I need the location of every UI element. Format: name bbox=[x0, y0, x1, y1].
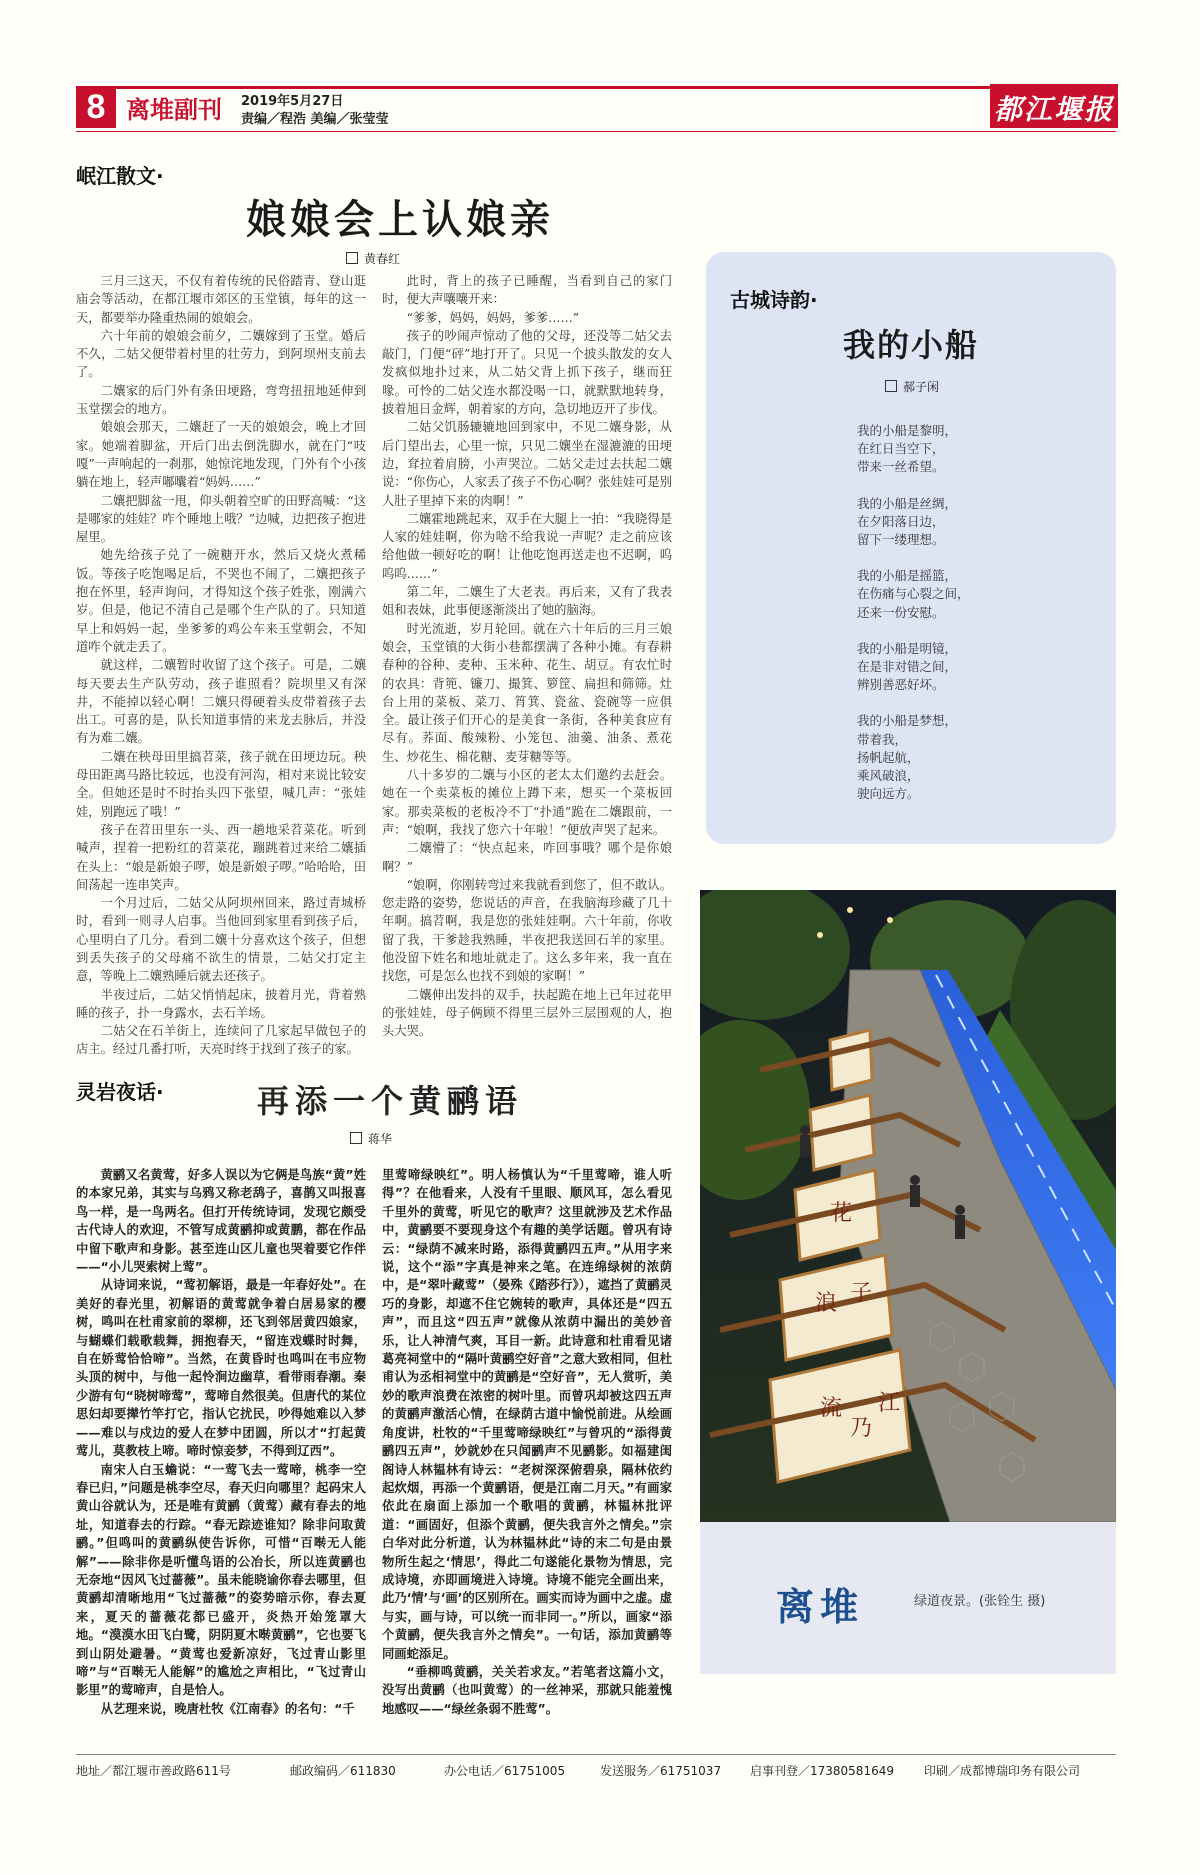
poem-line: 我的小船是黎明， bbox=[857, 423, 958, 438]
footer-distribution: 发送服务／61751037 bbox=[600, 1764, 722, 1778]
poem-line: 在伤痛与心裂之间， bbox=[857, 586, 970, 602]
board-character: 子 bbox=[850, 1281, 873, 1306]
poem-line: 乘风破浪， bbox=[857, 768, 920, 784]
board-character: 江 bbox=[878, 1391, 901, 1416]
article1-title: 娘娘会上认娘亲 bbox=[246, 197, 554, 243]
article2-column-tag: 灵岩夜话· bbox=[76, 1080, 164, 1104]
poem-line: 带来一丝希望。 bbox=[857, 459, 945, 475]
issue-date: 2019年5月27日 bbox=[241, 94, 344, 109]
poem-line: 驶向远方。 bbox=[857, 786, 920, 802]
footer-rule bbox=[76, 1754, 1116, 1755]
section-name: 离堆副刊 bbox=[126, 96, 222, 124]
article2-author: 蒋华 bbox=[368, 1132, 393, 1146]
board-character: 花 bbox=[830, 1201, 853, 1226]
footer-address: 地址／都江堰市善政路611号 bbox=[76, 1764, 231, 1778]
article2-byline bbox=[350, 1130, 392, 1147]
paper-logo: 都江堰报 bbox=[993, 93, 1114, 126]
byline-box-icon bbox=[346, 252, 358, 264]
poem-line: 在夕阳落日边， bbox=[857, 513, 945, 529]
poem-line: 还来一份安慰。 bbox=[857, 604, 945, 620]
article1-byline bbox=[346, 250, 400, 267]
poem-line: 辨别善恶好坏。 bbox=[857, 677, 945, 693]
article2-title: 再添一个黄鹂语 bbox=[256, 1082, 523, 1120]
footer-postcode: 邮政编码／611830 bbox=[290, 1764, 396, 1778]
poem-text bbox=[857, 422, 970, 803]
photo-caption: 绿道夜景。(张铨生 摄) bbox=[914, 1594, 1046, 1609]
poem-line: 带着我， bbox=[857, 731, 908, 747]
poem-author: 郝子闲 bbox=[903, 380, 940, 394]
footer-ads: 启事刊登／17380581649 bbox=[750, 1764, 894, 1778]
poem-line: 扬帆起航， bbox=[857, 749, 920, 765]
footer-printer: 印刷／成都博瑞印务有限公司 bbox=[924, 1764, 1081, 1778]
article2-column-1: 黄鹂又名黄莺，好多人误以为它俩是鸟族“黄”姓的本家兄弟，其实与乌鸦又称老鸹子，喜鹊又叫报喜鸟一样，是一鸟两名。但打开传统诗词，发现它颇受古代诗人的欢迎，不管写成黄鹂抑或黄鹏，都在作品中留下歌声和身影。甚至连山区儿童也哭着要它作伴——“小儿哭索树上莺”。 从诗词来说，“莺初解语，最是一年春好处”。在美好的春光里，初解语的黄莺就争着白居易家的樱树，鸣叫在杜甫家前的翠柳，还飞到邻居黄四娘家，与蝴蝶们载歌载舞，拥抱春天，“留连戏蝶时时舞，自在娇莺恰恰啼”。当然，在黄昏时也鸣叫在韦应物头顶的树中，与他一起怜涧边幽草，看带雨春潮。秦少游有句“晓树啼莺”，莺啼自然很美。但唐代的某位思妇却要撵竹竿打它，指认它扰民，吵得她难以入梦——难以与戍边的爱人在梦中团圆，所以才“打起黄莺儿，莫教枝上啼。啼时惊妾梦，不得到辽西”。 南宋人白玉蟾说：“一莺飞去一莺啼，桃李一空春已归，”问题是桃李空尽，春天归向哪里？起码宋人黄山谷就认为，还是唯有黄鹂（黄莺）藏有春去的地址，知道春去的行踪。“春无踪迹谁知？除非问取黄鹂。”但鸣叫的黄鹂纵使告诉你，可惜“百啭无人能解”——除非你是听懂鸟语的公冶长，所以连黄鹂也无奈地“因风飞过蔷薇”。虽未能晓谕你春去哪里，但黄鹂却清晰地用“飞过蔷薇”的姿势暗示你，春去夏来，夏天的蔷薇花都已盛开，炎热开始笼罩大地。“漠漠水田飞白鹭，阴阴夏木啭黄鹂”，它也要飞到山阴处避暑。“黄莺也爱新凉好，飞过青山影里啼”与“百啭无人能解”的尴尬之声相比，“飞过青山影里”的莺啼声，自是恰人。 从艺理来说，晚唐杜牧《江南春》的名句：“千 bbox=[76, 1168, 366, 1716]
poem-line: 我的小船是明镜， bbox=[857, 640, 958, 656]
poem-line: 我的小船是丝绸， bbox=[857, 495, 958, 511]
article2-column-2: 里莺啼绿映红”。明人杨慎认为“千里莺啼，谁人听得”？在他看来，人没有千里眼、顺风耳，怎么看见千里外的黄莺，听见它的歌声？这里就涉及艺术作品中，黄鹂要不要现身这个有趣的美学话题。曾巩有诗云：“绿荫不减来时路，添得黄鹂四五声。”从用字来说，这个“添”字真是神来之笔。在连绵绿树的浓荫中，是“翠叶藏莺”（晏殊《踏莎行》），遮挡了黄鹂灵巧的身影，却遮不住它婉转的歌声，具体还是“四五声”，而且这“四五声”就像从浓荫中漏出的美妙音乐，让人神清气爽，耳目一新。此诗意和杜甫看见诸葛亮祠堂中的“隔叶黄鹂空好音”之意大致相同，但杜甫认为丞相祠堂中的黄鹂是“空好音”，无人赏听，美妙的歌声浪费在浓密的树叶里。而曾巩却被这四五声的黄鹂声激活心情，在绿荫古道中愉悦前进。从绘画角度讲，杜牧的“千里莺啼绿映红”与曾巩的“添得黄鹂四五声”，妙就妙在只闻鹂声不见鹂影。如福建闺阁诗人林韫林有诗云：“老树深深俯碧泉，隔林依约起炊烟，再添一个黄鹂语，便是江南二月天。”有画家依此在扇面上添加一个歌唱的黄鹂，林韫林批评道：“画固好，但添个黄鹂，便失我言外之情矣。”宗白华对此分析道，认为林韫林此“诗的末二句是由景物所生起之‘情思’，得此二句遂能化景物为情思，完成诗境，亦即画境进入诗境。诗境不能完全画出来，此乃‘情’与‘画’的区别所在。画实而诗为画中之虚。虚与实，画与诗，可以统一而非同一。”所以，画家“添个黄鹂，便失我言外之情矣”。一句话，添加黄鹂等同画蛇添足。 “垂柳鸣黄鹂，关关若求友。”若笔者这篇小文，没写出黄鹂（也叫黄莺）的一丝神采，那就只能羞愧地感叹——“绿丝条弱不胜莺”。 bbox=[382, 1168, 672, 1716]
poem-line: 在是非对错之间， bbox=[857, 659, 958, 675]
board-character: 乃 bbox=[850, 1416, 873, 1441]
poem-line: 我的小船是梦想， bbox=[857, 713, 958, 729]
board-character: 浪 bbox=[815, 1291, 838, 1316]
masthead-bar bbox=[76, 86, 1116, 132]
byline-box-icon bbox=[885, 380, 897, 392]
page-number: 8 bbox=[76, 86, 116, 128]
article1-column-2: 此时，背上的孩子已睡醒，当看到自己的家门时，便大声嚷嚷开来： “爹爹，妈妈，妈妈，爹爹……” 孩子的吵闹声惊动了他的父母，还没等二姑父去敲门，门便“砰”地打开了。只见一个披头散发的女人发疯似地扑过来，从二姑父背上抓下孩子，继而狂喙。可怜的二姑父连水都没喝一口，就默默地转身，披着旭日金辉，朝着家的方向，急切地迈开了步伐。 二姑父饥肠辘辘地回到家中，不见二孃身影，从后门望出去，心里一惊，只见二孃坐在湿漉漉的田埂边，耷拉着肩膀，小声哭泣。二姑父走过去扶起二孃说：“你伤心，人家丢了孩子不伤心啊？张娃娃可是别人肚子里掉下来的肉啊！” 二孃霍地跳起来，双手在大腿上一拍：“我晓得是人家的娃娃啊，你为啥不给我说一声呢？走之前应该给他做一顿好吃的啊！让他吃饱再送走也不迟啊，呜呜呜……” 第二年，二孃生了大老表。再后来，又有了我表姐和表妹，此事便逐渐淡出了她的脑海。 时光流逝，岁月轮回。就在六十年后的三月三娘娘会，玉堂镇的大街小巷都摆满了各种小摊。有春耕春种的谷种、麦种、玉米种、花生、胡豆。有农忙时的农具：背篼、镰刀、撮箕、箩筐、扁担和筛筛。灶台上用的菜板、菜刀、筲箕、瓷盆、瓷碗等一应俱全。最让孩子们开心的是美食一条街，各种美食应有尽有。荞面、酸辣粉、小笼包、油羹、油条、煮花生、炒花生、棉花糖、麦芽糖等等。 八十多岁的二孃与小区的老太太们邀约去赶会。她在一个卖菜板的摊位上蹲下来，想买一个菜板回家。那卖菜板的老板冷不丁“扑通”跪在二孃跟前，一声：“娘啊，我找了您六十年啦！”便放声哭了起来。 二孃懵了：“快点起来，咋回事哦？哪个是你娘啊？” “娘啊，你刚转弯过来我就看到您了，但不敢认。您走路的姿势，您说话的声音，在我脑海珍藏了几十年啊。搞苕啊，我是您的张娃娃啊。六十年前，你收留了我，干爹趁我熟睡，半夜把我送回石羊的家里。他没留下姓名和地址就走了。这么多年来，我一直在找您，可是怎么也找不到娘的家啊！” 二孃伸出发抖的双手，扶起跪在地上已年过花甲的张娃娃，母子俩顾不得里三层外三层围观的人，抱头大哭。 bbox=[382, 274, 672, 1039]
byline-box-icon bbox=[350, 1132, 362, 1144]
article1-column-tag: 岷江散文· bbox=[76, 164, 164, 188]
article1-column-1: 三月三这天，不仅有着传统的民俗踏青、登山逛庙会等活动，在都江堰市郊区的玉堂镇，每年的这一天，都要举办隆重热闹的娘娘会。 六十年前的娘娘会前夕，二孃嫁到了玉堂。婚后不久，二姑父便带着村里的壮劳力，到阿坝州支前去了。 二孃家的后门外有条田埂路，弯弯扭扭地延伸到玉堂摆会的地方。 娘娘会那天，二孃赶了一天的娘娘会，晚上才回家。她端着脚盆，开后门出去倒洗脚水，就在门“吱嘎”一声响起的一刹那，她惊诧地发现，门外有个小孩躺在地上，轻声嘟囔着“妈妈……” 二孃把脚盆一甩，仰头朝着空旷的田野高喊：“这是哪家的娃娃？咋个睡地上哦？”边喊，边把孩子抱进屋里。 她先给孩子兑了一碗糖开水，然后又烧火煮稀饭。等孩子吃饱喝足后，不哭也不闹了，二孃把孩子抱在怀里，轻声询问，才得知这个孩子姓张，刚满六岁。但是，他记不清自己是哪个生产队的了。只知道早上和妈妈一起，坐爹爹的鸡公车来玉堂朝会，不知道咋个就走丢了。 就这样，二孃暂时收留了这个孩子。可是，二孃每天要去生产队劳动，孩子谁照看？院坝里又有深井，不能掉以轻心啊！二孃只得硬着头皮带着孩子去出工。可喜的是，队长知道事情的来龙去脉后，并没有为难二孃。 二孃在秧母田里搞苕菜，孩子就在田埂边玩。秧母田距离马路比较远，也没有河沟，相对来说比较安全。但她还是时不时抬头四下张望，喊几声：“张娃娃，别跑远了哦！” 孩子在苕田里东一头、西一趟地采苕菜花。听到喊声，捏着一把粉红的苕菜花，蹦跳着过来给二孃插在头上：“娘是新娘子啰，娘是新娘子啰。”哈哈哈，田间荡起一连串笑声。 一个月过后，二姑父从阿坝州回来，路过青城桥时，看到一则寻人启事。当他回到家里看到孩子后，心里明白了几分。看到二孃十分喜欢这个孩子，但想到丢失孩子的父母痛不欲生的情景，二姑父打定主意，等晚上二孃熟睡后就去还孩子。 半夜过后，二姑父悄悄起床，披着月光，背着熟睡的孩子，扑一身露水，去石羊场。 二姑父在石羊街上，连续问了几家起早做包子的店主。经过几番打听，天亮时终于找到了孩子的家。 bbox=[76, 274, 366, 1057]
poem-title: 我的小船 bbox=[842, 326, 979, 364]
poem-column-tag: 古城诗韵· bbox=[730, 288, 818, 312]
photo-caption-band bbox=[700, 1522, 1116, 1674]
editor-credits: 责编／程浩 美编／张莹莹 bbox=[241, 112, 389, 127]
article1-author: 黄春红 bbox=[364, 252, 401, 266]
greenway-night-photo bbox=[700, 890, 1116, 1522]
board-character: 流 bbox=[820, 1396, 843, 1421]
place-label: 离堆 bbox=[776, 1585, 865, 1629]
footer-office-phone: 办公电话／61751005 bbox=[444, 1764, 566, 1778]
poem-byline bbox=[885, 378, 939, 395]
poem-line: 留下一缕理想。 bbox=[857, 532, 945, 548]
poem-line: 我的小船是摇篮， bbox=[857, 568, 958, 584]
poem-line: 在红日当空下， bbox=[857, 441, 945, 457]
